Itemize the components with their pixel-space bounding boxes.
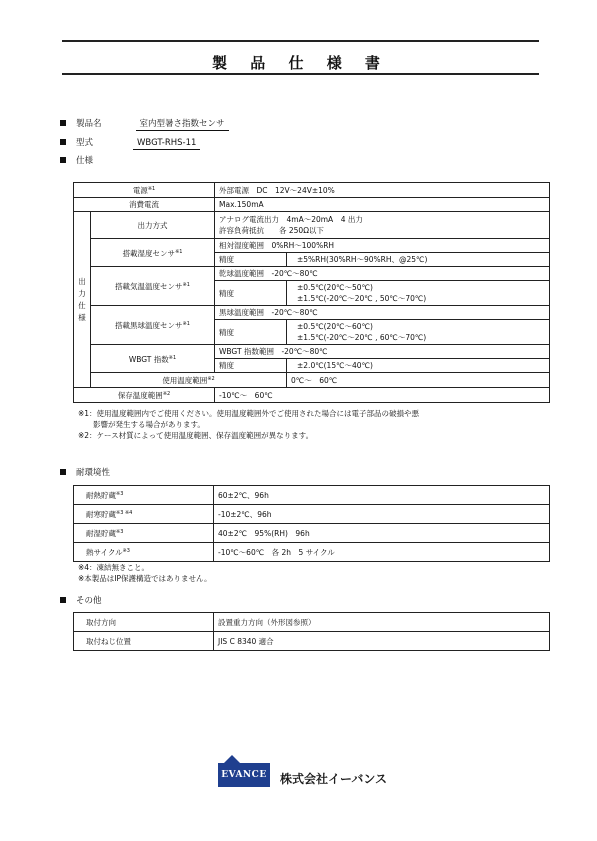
env-label-cell (74, 524, 214, 543)
wbgt-label: WBGT 指数 (128, 354, 169, 364)
storage-temp-label-cell (74, 388, 215, 403)
title-rule-bottom (62, 73, 539, 75)
black-note: ※1 (182, 321, 190, 327)
env-value: 40±2℃ 95%(RH) 96h (214, 524, 550, 543)
other-label: 取付方向 (74, 613, 214, 632)
humidity-range: 相対湿度範囲 0%RH〜100%RH (215, 239, 550, 253)
black-label: 搭載黒球温度センサ (115, 321, 183, 330)
wbgt-range: WBGT 指数範囲 -20℃〜80℃ (215, 345, 550, 359)
table-row (74, 388, 550, 403)
env-value: -10℃〜60℃ 各 2h 5 サイクル (214, 543, 550, 562)
env-label-cell (74, 505, 214, 524)
output-group-label (74, 212, 91, 388)
other-value: JIS C 8340 適合 (214, 632, 550, 651)
use-temp-value: 0℃〜 60℃ (287, 373, 550, 388)
spec-table (73, 182, 550, 403)
table-row (74, 505, 550, 524)
model-label: 型式 (76, 138, 94, 148)
humidity-label: 搭載湿度センサ (122, 248, 176, 258)
table-row (74, 373, 550, 388)
env-heading (60, 466, 110, 478)
storage-temp-note: ※2 (162, 391, 171, 397)
other-label: 取付ねじ位置 (74, 632, 214, 651)
spec-heading (60, 154, 93, 166)
env-label-cell (74, 543, 214, 562)
table-row (74, 267, 550, 281)
env-note: ※3 (122, 548, 130, 554)
document-title: 製 品 仕 様 書 (212, 54, 389, 72)
output-method-line1: アナログ電流出力 4mA〜20mA 4 出力 (219, 215, 363, 224)
logo-mark: EVANCE (218, 763, 270, 787)
model-row (60, 136, 200, 150)
env-heading-label: 耐環境性 (76, 468, 111, 478)
spec-heading-label: 仕様 (76, 156, 94, 166)
temp-precision-line1: ±0.5℃(20℃〜50℃) (297, 283, 373, 292)
note-line: ※本製品はIP保護構造ではありません。 (78, 574, 212, 583)
env-label: 耐寒貯蔵 (86, 510, 116, 519)
black-precision-line1: ±0.5℃(20℃〜60℃) (297, 322, 373, 331)
use-temp-label-cell (91, 373, 287, 388)
env-label: 熱サイクル (86, 548, 123, 557)
use-temp-label: 使用温度範囲 (162, 376, 208, 385)
bullet-icon (60, 139, 66, 145)
table-row (74, 524, 550, 543)
humidity-precision-label: 精度 (215, 253, 287, 267)
env-value: -10±2℃、96h (214, 505, 550, 524)
product-name-value: 室内型暑さ指数センサ (136, 117, 229, 131)
table-row (74, 239, 550, 253)
table-row (74, 212, 550, 239)
bullet-icon (60, 597, 66, 603)
output-method-line2: 許容負荷抵抗 各 250Ω以下 (219, 226, 324, 235)
product-name-label: 製品名 (76, 119, 102, 129)
power-label: 電源 (132, 186, 148, 195)
temp-precision-label: 精度 (215, 281, 287, 306)
env-label: 耐熱貯蔵 (86, 491, 116, 500)
note-line: ※2：ケース材質によって使用温度範囲、保存温度範囲が異なります。 (78, 431, 314, 440)
env-notes (78, 562, 211, 584)
other-value: 設置重力方向（外形図参照） (214, 613, 550, 632)
temp-label-cell (91, 267, 215, 306)
temp-precision-line2: ±1.5℃(-20℃〜20℃ , 50℃〜70℃) (297, 294, 427, 303)
wbgt-note: ※1 (168, 354, 177, 361)
other-heading (60, 594, 102, 606)
other-table (73, 612, 550, 651)
temp-range: 乾球温度範囲 -20℃〜80℃ (215, 267, 550, 281)
table-row (74, 183, 550, 198)
env-value: 60±2℃、96h (214, 486, 550, 505)
black-range: 黒球温度範囲 -20℃〜80℃ (215, 306, 550, 320)
table-row (74, 613, 550, 632)
env-note: ※3 (116, 491, 124, 497)
table-row (74, 543, 550, 562)
bullet-icon (60, 469, 66, 475)
humidity-label-cell (91, 239, 215, 267)
output-group-text: 出 力 仕 様 (78, 276, 86, 322)
output-method-label: 出力方式 (91, 212, 215, 239)
use-temp-note: ※2 (207, 376, 215, 382)
env-table (73, 485, 550, 562)
black-precision-line2: ±1.5℃(-20℃〜20℃ , 60℃〜70℃) (297, 333, 427, 342)
env-label-cell (74, 486, 214, 505)
temp-precision (287, 281, 550, 306)
humidity-precision: ±5%RH(30%RH〜90%RH、@25℃) (287, 253, 550, 267)
note-line: ※4：凍結無きこと。 (78, 563, 150, 572)
output-method-value (215, 212, 550, 239)
bullet-icon (60, 120, 66, 126)
current-value: Max.150mA (215, 198, 550, 212)
note-line: 影響が発生する場合があります。 (78, 420, 205, 429)
wbgt-precision: ±2.0℃(15℃〜40℃) (287, 359, 550, 373)
env-note: ※3 (116, 529, 124, 535)
wbgt-label-cell (91, 345, 215, 373)
note-line: ※1：使用温度範囲内でご使用ください。使用温度範囲外でご使用された場合には電子部品の破損や悪 (78, 409, 420, 418)
black-precision-label: 精度 (215, 320, 287, 345)
title-rule-top (62, 40, 539, 42)
storage-temp-value: -10℃〜 60℃ (215, 388, 550, 403)
other-heading-label: その他 (76, 596, 102, 606)
model-value: WBGT-RHS-11 (133, 138, 200, 150)
storage-temp-label: 保存温度範囲 (117, 391, 163, 400)
company-name: 株式会社イーバンス (280, 772, 388, 786)
temp-note: ※1 (182, 282, 190, 288)
power-value: 外部電源 DC 12V〜24V±10% (215, 183, 550, 198)
env-label: 耐湿貯蔵 (86, 529, 116, 538)
table-row (74, 345, 550, 359)
table-row (74, 306, 550, 320)
table-row (74, 198, 550, 212)
table-row (74, 486, 550, 505)
humidity-note: ※1 (175, 248, 183, 255)
current-label: 消費電流 (74, 198, 215, 212)
temp-label: 搭載気温温度センサ (115, 282, 183, 291)
black-label-cell (91, 306, 215, 345)
spec-notes (78, 408, 419, 441)
power-note: ※1 (147, 186, 156, 192)
bullet-icon (60, 157, 66, 163)
power-label-cell (74, 183, 215, 198)
env-note: ※3 ※4 (116, 510, 133, 516)
product-name-row (60, 117, 229, 131)
table-row (74, 632, 550, 651)
black-precision (287, 320, 550, 345)
wbgt-precision-label: 精度 (215, 359, 287, 373)
